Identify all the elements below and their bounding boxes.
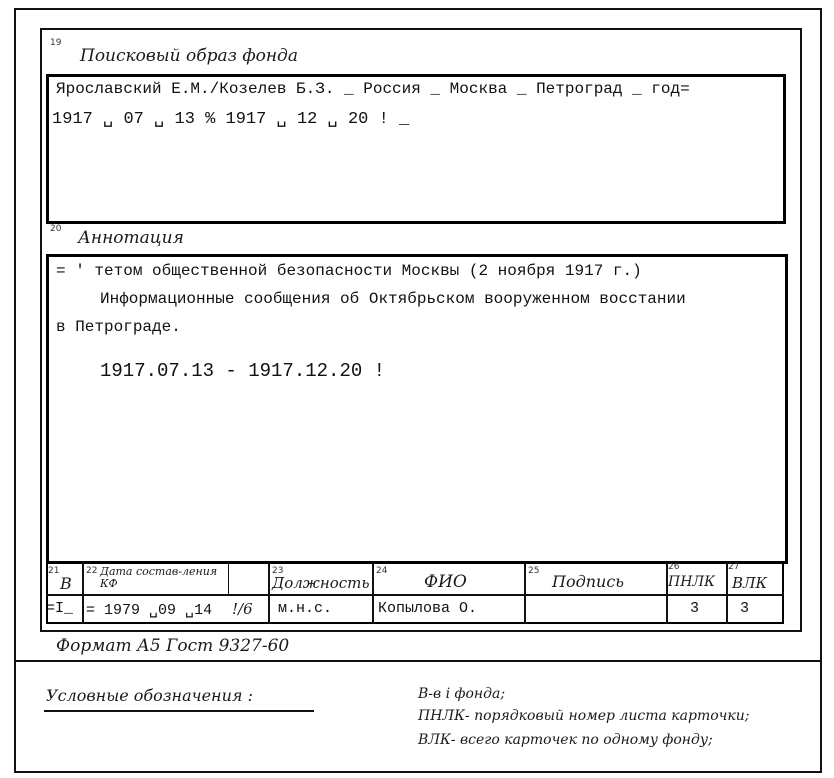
header-vlk-number: 27 [728, 562, 740, 572]
table-row-separator [46, 594, 784, 596]
format-line: Формат А5 Гост 9327-60 [56, 636, 290, 656]
header-b-number: 21 [48, 566, 60, 576]
header-signature-number: 25 [528, 566, 540, 576]
row-date-value: = 1979 ␣09 ␣14 [86, 602, 213, 619]
header-pnlk-label: ПНЛК [668, 574, 715, 590]
table-col-sep-2 [228, 562, 229, 596]
header-position-number: 23 [272, 566, 284, 576]
card-border-right [800, 28, 802, 632]
legend-item-3: ВЛК- всего карточек по одному фонду; [418, 732, 713, 748]
card-border-left [40, 28, 42, 632]
outer-border-right [820, 8, 822, 773]
annotation-line-3: в Петрограде. [56, 318, 181, 336]
table-col-sep-3 [268, 562, 270, 624]
table-col-sep-4 [372, 562, 374, 624]
annotation-field-number: 20 [50, 224, 62, 234]
card-border-top [40, 28, 802, 30]
header-b-label: В [60, 574, 72, 593]
legend-divider [14, 660, 822, 662]
row-position-value: м.н.с. [278, 600, 333, 617]
table-col-sep-1 [82, 562, 84, 624]
row-date-extra: !/6 [232, 600, 253, 618]
annotation-line-2: Информационные сообщения об Октябрьском вооруженном восстании [100, 290, 686, 308]
table-col-sep-5 [524, 562, 526, 624]
search-line-1: Ярославский Е.М./Козелев Б.З. _ Россия _ Москва _ Петроград _ год= [56, 80, 690, 98]
search-line-2: 1917 ␣ 07 ␣ 13 % 1917 ␣ 12 ␣ 20 ! _ [52, 110, 410, 129]
row-b-value: =I_ [46, 600, 74, 617]
legend-title-underline [44, 710, 314, 712]
annotation-date-range: 1917.07.13 - 1917.12.20 ! [100, 360, 386, 382]
row-vlk-value: 3 [740, 600, 750, 617]
annotation-section-label: Аннотация [78, 228, 184, 248]
search-section-label: Поисковый образ фонда [80, 46, 298, 66]
row-pnlk-value: 3 [690, 600, 700, 617]
row-fio-value: Копылова О. [378, 600, 478, 617]
annotation-line-1: = ' тетом общественной безопасности Москвы (2 ноября 1917 г.) [56, 262, 642, 280]
header-signature-label: Подпись [552, 572, 625, 591]
legend-title: Условные обозначения : [46, 686, 253, 705]
card-border-bottom [40, 630, 802, 632]
header-date-number: 22 [86, 566, 98, 576]
legend-item-2: ПНЛК- порядковый номер листа карточки; [418, 708, 750, 724]
legend-item-1: В-в i фонда; [418, 686, 506, 702]
outer-border-left [14, 8, 16, 773]
outer-border-top [14, 8, 822, 10]
header-position-label: Должность [272, 574, 370, 592]
outer-border-bottom [14, 771, 822, 773]
header-fio-label: ФИО [424, 572, 467, 592]
header-date-label: Дата состав-ления КФ [100, 565, 218, 590]
header-vlk-label: ВЛК [732, 574, 768, 592]
search-field-number: 19 [50, 38, 62, 48]
header-fio-number: 24 [376, 566, 388, 576]
header-pnlk-number: 26 [668, 562, 680, 572]
